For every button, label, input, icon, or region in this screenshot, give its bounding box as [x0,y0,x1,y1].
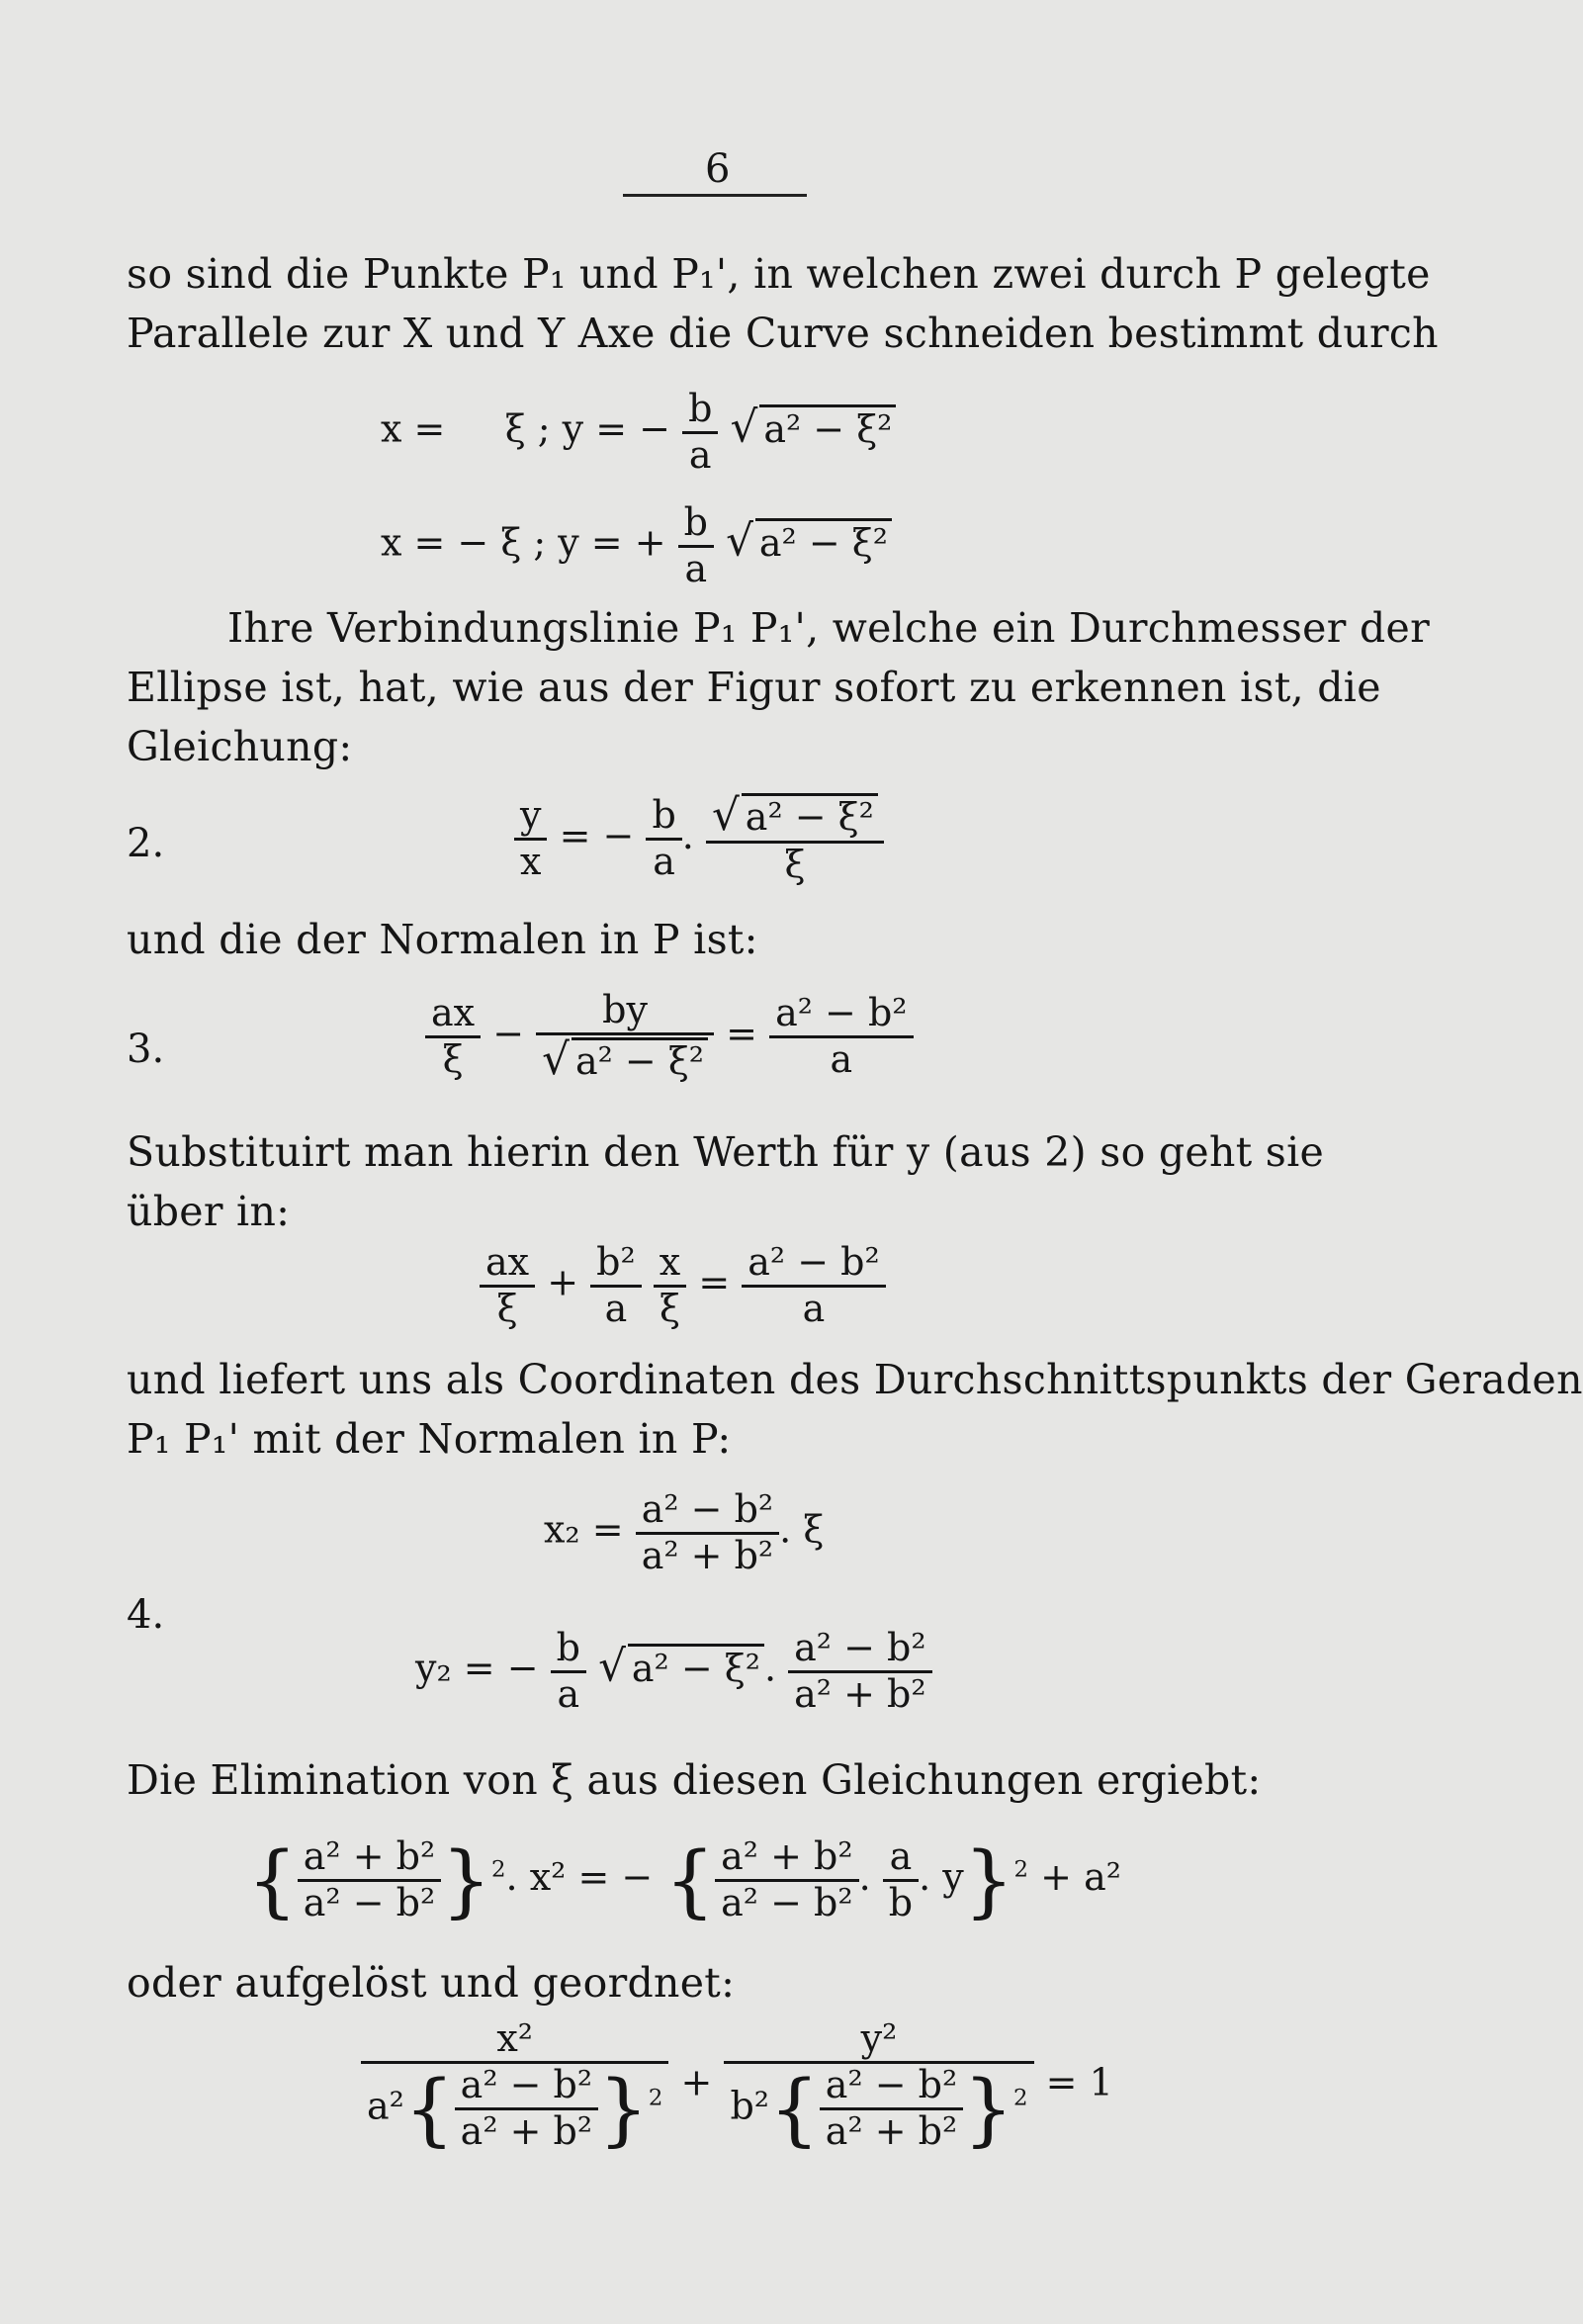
paragraph-line: Die Elimination von ξ aus diesen Gleichungen ergiebt: [127,1756,1262,1804]
paragraph-line: Ihre Verbindungslinie P₁ P₁', welche ein Durchmesser der [227,604,1430,652]
header-rule [623,194,807,197]
equation-number: 2. [127,821,165,866]
paragraph-line: Substituirt man hierin den Werth für y (aus 2) so geht sie [127,1128,1325,1176]
paragraph-line: über in: [127,1188,291,1235]
equation-number: 4. [127,1592,165,1638]
equation-3: $\frac{ax}{\xi}$ − $\frac{by}{\text{√ a² − ξ²}}$ = $\frac{\text{a² − b²}}{a}$ [425,989,914,1085]
equation-elimination: { $\frac{\text{a² + b²}}{\text{a² − b²}}$ }$^2$. x² = − { $\frac{\text{a² + b²}}{\text{a² − b²}}$ . $\frac{a}{b}$ . y}$^2$ + a² [247,1834,1121,1926]
paragraph-line: Gleichung: [127,723,353,770]
equation-4-x2: x₂ = $\frac{\text{a² − b²}}{\text{a² + b²}}$ . ξ [544,1487,825,1577]
equation-number: 3. [127,1027,165,1072]
paragraph-line: oder aufgelöst und geordnet: [127,1959,736,2007]
paragraph-line: und die der Normalen in P ist: [127,916,758,963]
equation-substituted: $\frac{ax}{\xi}$ + $\frac{\text{b²}}{a}$ $\frac{x}{\xi}$ = $\frac{\text{a² − b²}}{a}$ [480,1241,886,1330]
equation-2: $\frac{y}{x}$ = − $\frac{b}{a}$ . $\frac{\text{√ a² − ξ²}}{\xi}$ [514,791,884,887]
paragraph-line: und liefert uns als Coordinaten des Durchschnittspunkts der Geraden [127,1356,1583,1403]
paragraph-line: Parallele zur X und Y Axe die Curve schneiden bestimmt durch [127,310,1439,357]
fraction: $\frac{b}{a}$ [682,388,718,477]
fraction: $\frac{b}{a}$ [678,501,714,590]
page-number: 6 [705,146,731,192]
paragraph-line: Ellipse ist, hat, wie aus der Figur sofort zu erkennen ist, die [127,664,1381,711]
equation-1b: x = − ξ ; y = + $\frac{b}{a}$ √ a² − ξ² [381,501,892,590]
equation-4-y2: y₂ = − $\frac{b}{a}$ √ a² − ξ² . $\frac{\text{a² − b²}}{\text{a² + b²}}$ [415,1627,932,1716]
paragraph-line: P₁ P₁' mit der Normalen in P: [127,1415,732,1463]
equation-1a: x = ξ ; y = − $\frac{b}{a}$ √ a² − ξ² [381,388,896,477]
paragraph-line: so sind die Punkte P₁ und P₁', in welchen zwei durch P gelegte [127,250,1431,298]
equation-final: x² a²{ $\frac{\text{a² − b²}}{\text{a² + b²}}$ }$^2$ + y² b²{ $\frac{\text{a² − b²}}{\text{a² + b²}}$ }$^2$ = 1 [361,2017,1113,2154]
